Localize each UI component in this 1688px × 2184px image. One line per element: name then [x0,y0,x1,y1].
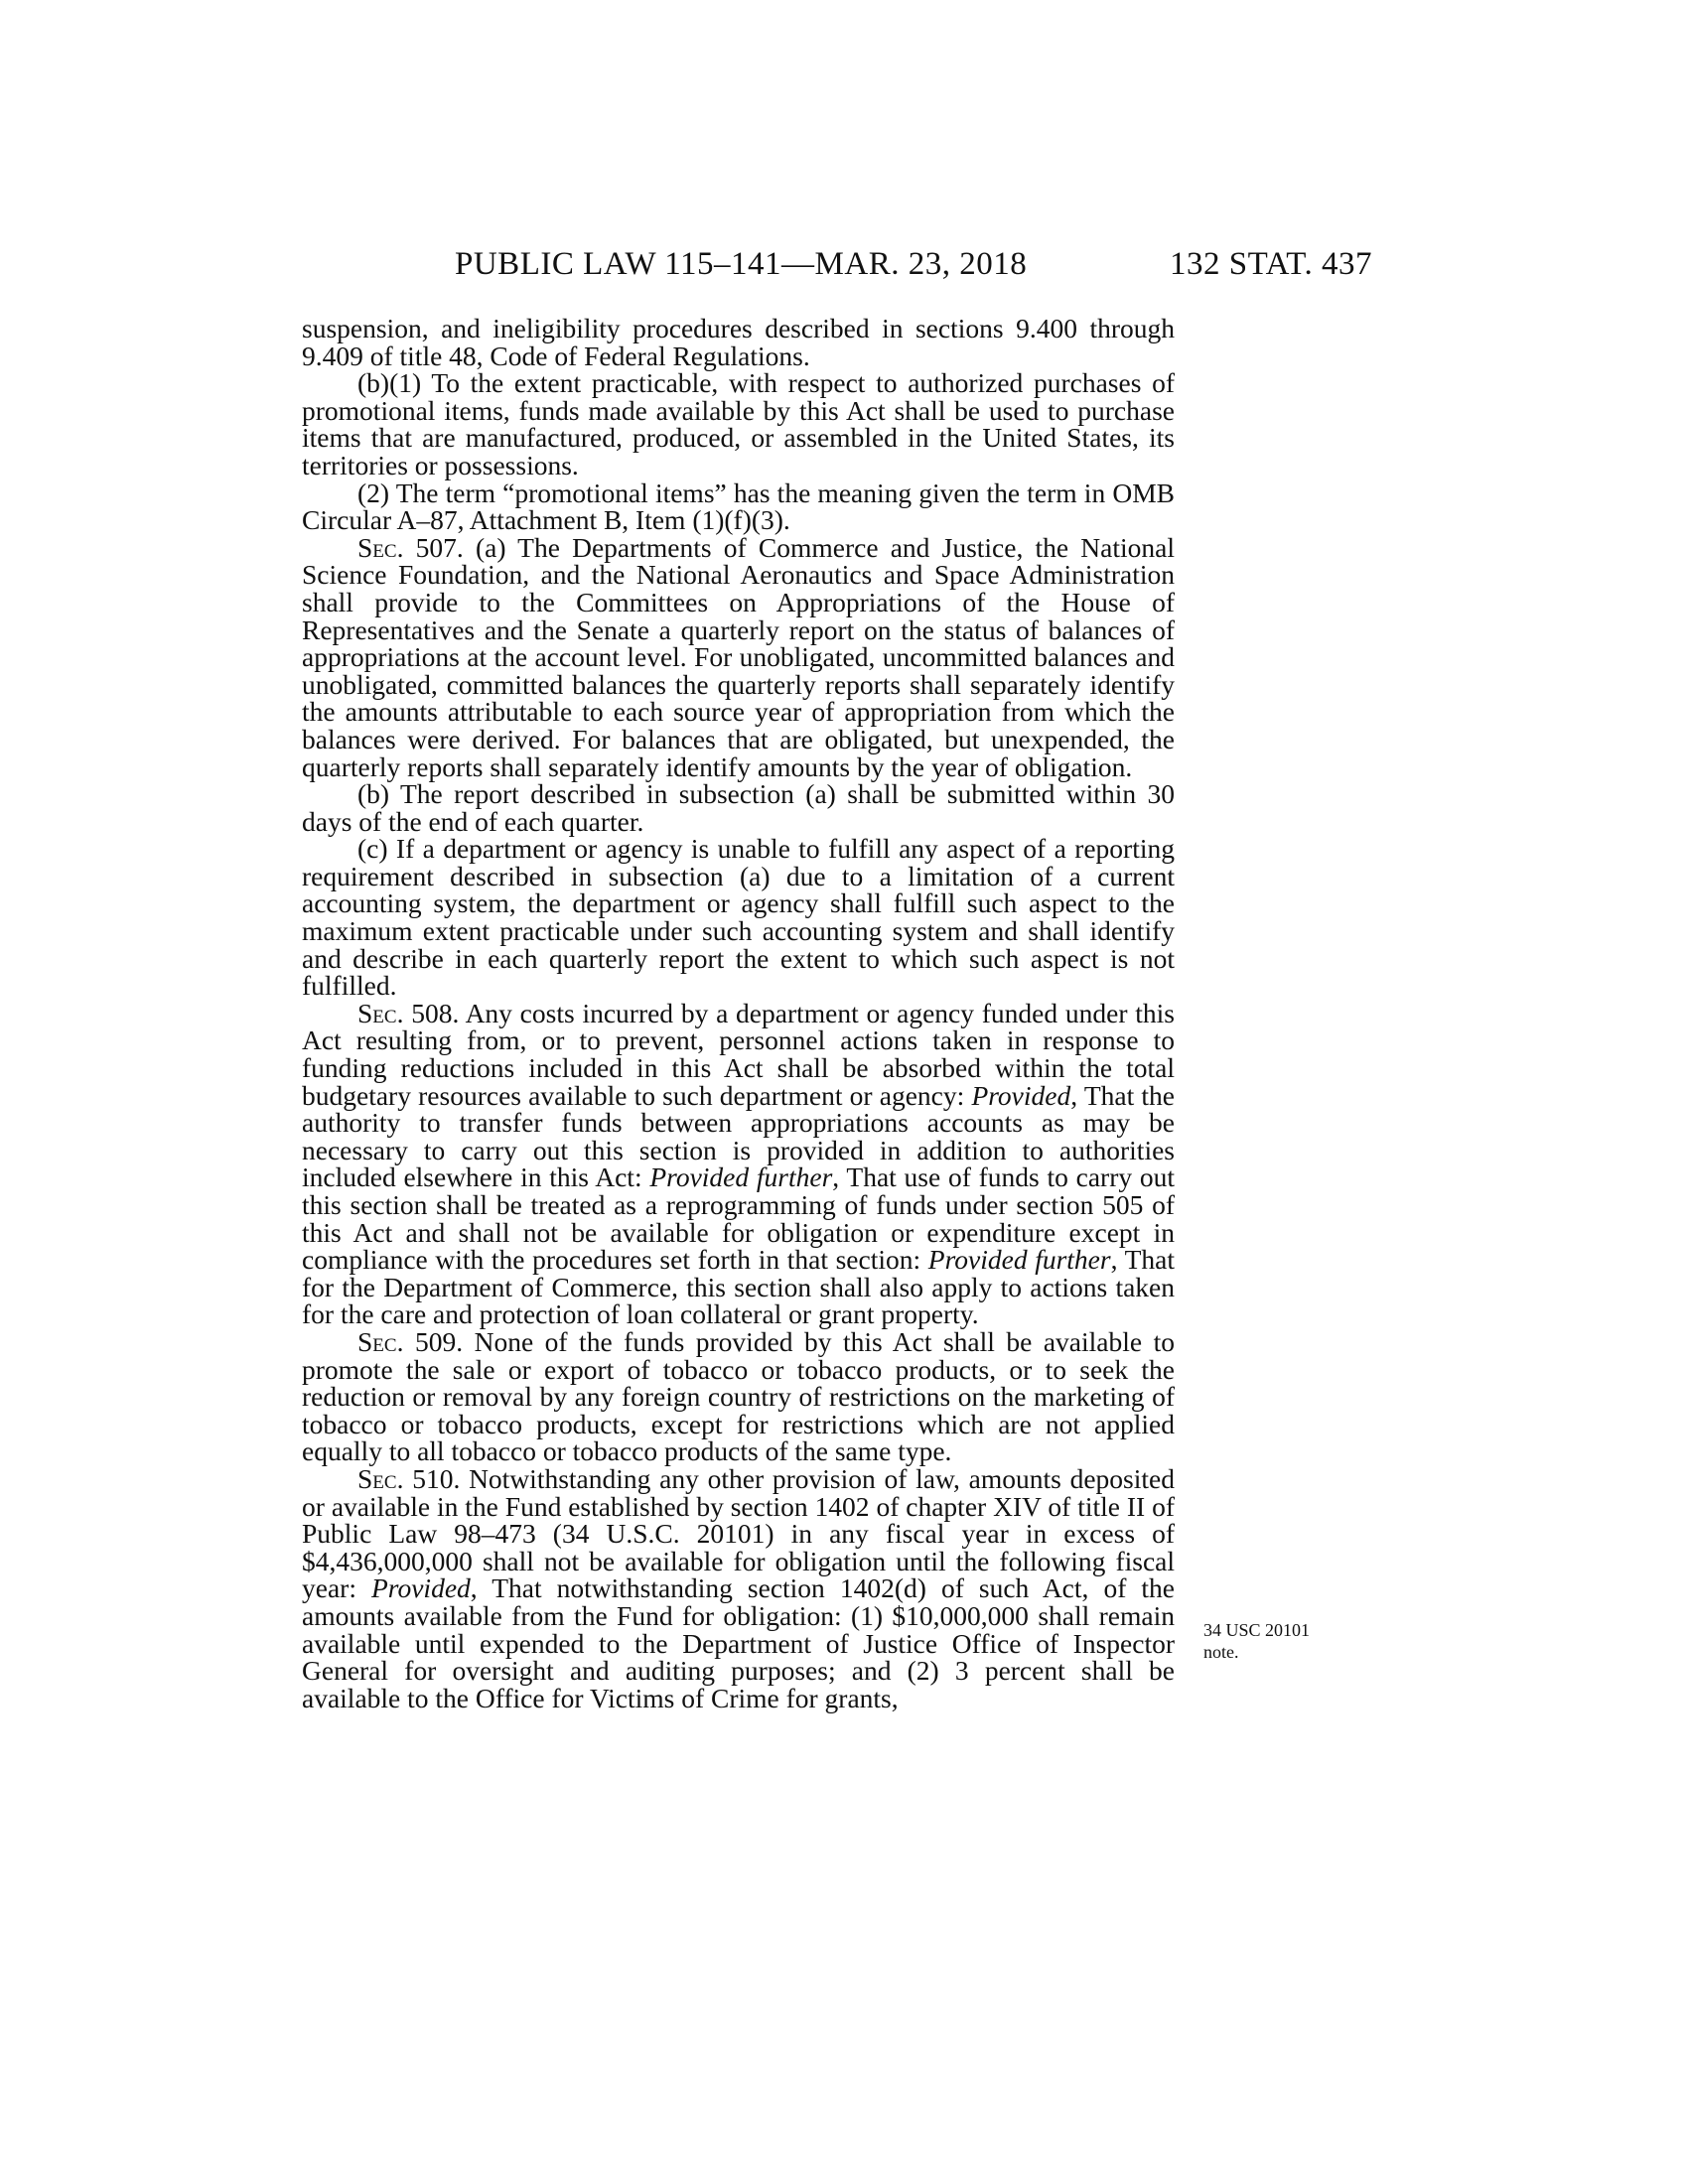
section-label: Sec. [357,1462,404,1494]
paragraph-b2: (2) The term “promotional items” has the meaning given the term in OMB Circular A–87, Attachment B, Item (1)(f)(3). [302,477,1175,536]
section-509 [302,1325,1175,1467]
proviso-label: Provided [971,1079,1071,1111]
paragraph-continuation: suspension, and ineligibility procedures described in sections 9.400 through 9.409 of title 48, Code of Federal Regulations. [302,313,1175,371]
section-508-text: 508. Any costs incurred by a department or agency funded under this Act resulting from, or to prevent, personnel actions taken in response to funding reductions included in this Act shall be absorbed within the total budgetary resources available to such department or agency: [302,997,1175,1111]
section-label: Sec. [357,997,404,1028]
paragraph-b1: (b)(1) To the extent practicable, with respect to authorized purchases of promotional items, funds made available by this Act shall be used to purchase items that are manufactured, produced, or assembled in the United States, its territories or possessions. [302,367,1175,480]
section-508-text: , That for the Department of Commerce, this section shall also apply to actions taken for the care and protection of loan collateral or grant property. [302,1244,1176,1330]
page-header [0,246,1688,286]
proviso-label: Provided [371,1572,471,1604]
section-507b: (b) The report described in subsection (a) shall be submitted within 30 days of the end of each quarter. [302,778,1175,837]
section-507a [302,531,1175,782]
section-507c: (c) If a department or agency is unable to fulfill any aspect of a reporting requirement described in subsection (a) due to a limitation of a current accounting system, the department or agency shall fulfill such aspect to the maximum extent practicable under such accounting system and shall identify and describe in each quarterly report the extent to which such aspect is not fulfilled. [302,833,1175,1002]
section-label: Sec. [357,531,404,563]
margin-citation-line: 34 USC 20101 [1203,1620,1311,1640]
margin-citation-note [1203,1619,1362,1663]
proviso-label: Provided further [927,1244,1111,1276]
proviso-label: Provided further [649,1161,833,1193]
section-509-text: 509. None of the funds provided by this Act shall be available to promote the sale or export of tobacco or tobacco products, or to seek the reduction or removal by any foreign country of restrictions on the marketing of tobacco or tobacco products, except for restrictions which are not applied equally to all tobacco or tobacco products of the same type. [302,1325,1175,1467]
section-510-text: 510. Notwithstanding any other provision of law, amounts deposited or available in the Fund established by section 1402 of chapter XIV of title II of Public Law 98–473 (34 U.S.C. 20101) in any fiscal year in excess of $4,436,000,000 shall not be available for obligation until the following fiscal year: [302,1462,1175,1604]
section-508-text: , That the authority to transfer funds between appropriations accounts as may be necessary to carry out this section is provided in addition to authorities included elsewhere in this Act: [302,1079,1175,1193]
margin-citation-line: note. [1203,1642,1239,1662]
section-507a-text: 507. (a) The Departments of Commerce and Justice, the National Science Foundation, and the National Aeronautics and Space Administration shall provide to the Committees on Appropriations of the House of Representatives and the Senate a quarterly report on the status of balances of appropriations at the account level. For unobligated, uncommitted balances and unobligated, committed balances the quarterly reports shall separately identify the amounts attributable to each source year of appropriation from which the balances were derived. For balances that are obligated, but unexpended, the quarterly reports shall separately identify amounts by the year of obligation. [302,531,1175,782]
page-number: 132 STAT. 437 [1169,246,1372,282]
section-510 [302,1462,1175,1713]
section-label: Sec. [357,1325,404,1357]
section-508-text: , That use of funds to carry out this section shall be treated as a reprogramming of funds under section 505 of this Act and shall not be available for obligation or expenditure except in compliance with the procedures set forth in that section: [302,1161,1176,1276]
running-title: PUBLIC LAW 115–141—MAR. 23, 2018 [455,246,1028,282]
section-508 [302,997,1176,1330]
section-510-text: , That notwithstanding section 1402(d) of such Act, of the amounts available from the Fund for obligation: (1) $10,000,000 shall remain available until expended to the Department of Justice Office of Inspector General for oversight and auditing purposes; and (2) 3 percent shall be available to the Office for Victims of Crime for grants, [302,1572,1175,1713]
statute-body [302,315,1175,1711]
